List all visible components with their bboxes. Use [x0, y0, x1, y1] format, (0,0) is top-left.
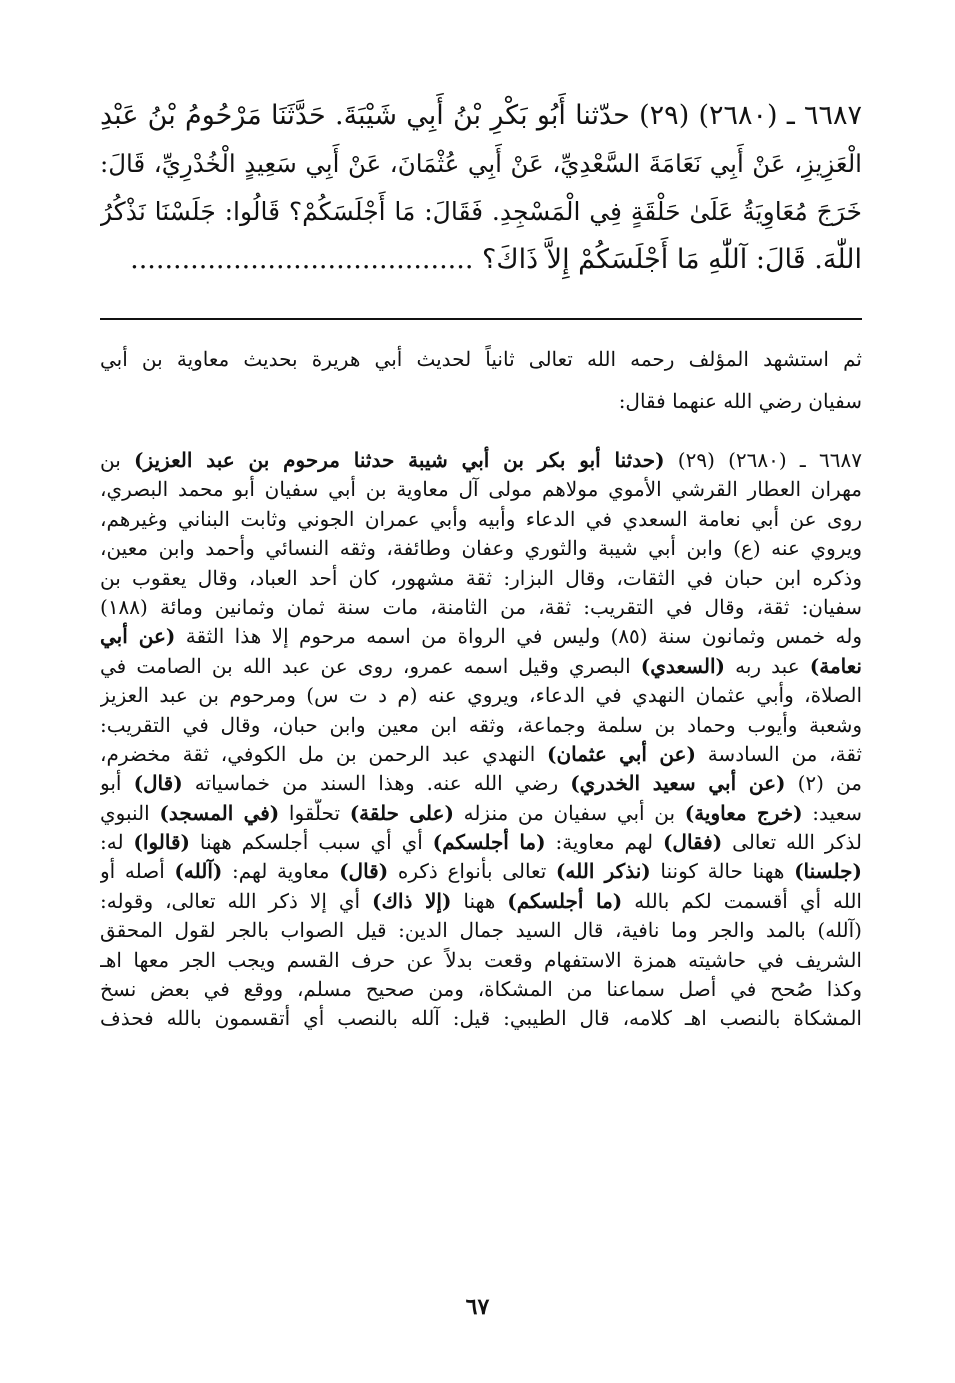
bold-phrase: (ما أجلسكم): [432, 830, 546, 855]
commentary-line: (آلله) بالمد والجر وما نافية، قال السيد جمال الدين: قيل الصواب بالجر لقول المحقق: [100, 918, 862, 943]
hadith-text: [100, 92, 862, 284]
bold-phrase: (نذكر الله): [555, 859, 651, 884]
commentary-line: ثقة، من السادسة (عن أبي عثمان) النهدي عبد الرحمن بن مل الكوفي، ثقة مخضرم،: [100, 741, 862, 766]
commentary-line: لذكر الله تعالى (فقال) لهم معاوية: (ما أجلسكم) أي أي سبب أجلسكم ههنا (قالوا) له:: [100, 830, 862, 855]
bold-phrase: (عن أبي: [100, 624, 176, 649]
bold-phrase: (ما أجلسكم): [507, 888, 623, 913]
commentary-line: وشعبة وأيوب وحماد بن سلمة وجماعة، وثقه ابن معين وابن حبان، وقال في التقريب:: [100, 712, 862, 737]
bold-phrase: (إلا ذاك): [372, 888, 452, 913]
commentary-line: ٦٦٨٧ ـ (٢٦٨٠) (٢٩) (حدثنا أبو بكر بن أبي شيبة حدثنا مرحوم بن عبد العزيز) بن: [100, 448, 862, 472]
commentary-line: وله خمس وثمانون سنة (٨٥) وليس في الرواة من اسمه مرحوم إلا هذا الثقة (عن أبي: [100, 624, 862, 649]
commentary-line: وكذا صُحح في أصل سماعنا من المشكاة، ومن صحيح مسلم، ووقع في بعض نسخ: [100, 977, 862, 1002]
commentary-line: من (٢) (عن أبي سعيد الخدري) رضي الله عنه. وهذا السند من خماسياته (قال) أبو: [100, 771, 862, 796]
bold-phrase: (عن أبي عثمان): [547, 741, 696, 766]
commentary-intro: [100, 338, 862, 422]
commentary-line: نعامة) عبد ربه (السعدي) البصري وقيل اسمه عمرو، روى عن عبد الله بن الصامت في: [100, 653, 862, 678]
commentary-line: مهران العطار القرشي الأموي مولاهم مولى آل معاوية بن أبي سفيان أبو محمد البصري،: [100, 477, 862, 502]
commentary-line: الشريف في حاشيته همزة الاستفهام وقعت بدلاً عن حرف القسم ويجب الجر معها اهـ: [100, 947, 862, 972]
commentary-line: الصلاة، وأبي عثمان النهدي في الدعاء، ويروي عنه (م د ت س) ومرحوم بن عبد العزيز: [100, 683, 862, 708]
commentary-line: الله أي أقسمت لكم بالله (ما أجلسكم) ههنا (إلا ذاك) أي إلا ذكر الله تعالى، وقوله:: [100, 888, 862, 913]
page-number: ٦٧: [465, 1294, 490, 1320]
bold-phrase: (السعدي): [640, 653, 725, 678]
hadith-line: ٦٦٨٧ ـ (٢٦٨٠) (٢٩) حدّثنا أَبُو بَكْرِ بْنُ أَبِي شَيْبَةَ. حَدَّثَنَا مَرْحُومُ بْنُ عَبْدِ: [100, 100, 862, 131]
commentary-line: المشكاة بالنصب اهـ كلامه، قال الطيبي: قيل: آلله بالنصب أي أتقسمون بالله فحذف: [100, 1006, 862, 1031]
commentary-body: [100, 446, 862, 1034]
bold-phrase: (في المسجد): [159, 800, 280, 825]
commentary-line: ويروي عنه (ع) وابن أبي شيبة والثوري وعفان وطائفة، وثقه النسائي وأحمد وابن معين،: [100, 536, 862, 561]
bold-phrase: (قالوا): [133, 830, 190, 855]
bold-phrase: (جلسنا): [794, 859, 862, 884]
bold-phrase: (خرج معاوية): [684, 800, 803, 825]
commentary-line: روى عن أبي نعامة السعدي في الدعاء وأبيه وأبي عمران الجوني وثابت البناني وغيرهم،: [100, 506, 862, 531]
bold-phrase: نعامة): [809, 653, 862, 678]
bold-phrase: (حدثنا أبو بكر بن أبي شيبة حدثنا مرحوم بن عبد العزيز): [134, 448, 665, 472]
commentary-line: سفيان رضي الله عنهما فقال:: [618, 389, 862, 413]
separator-rule: [100, 318, 862, 320]
commentary-line: ثم استشهد المؤلف رحمه الله تعالى ثانياً لحديث أبي هريرة بحديث معاوية بن أبي: [100, 347, 862, 371]
commentary-line: وذكره ابن حبان في الثقات، وقال البزار: ثقة مشهور، كان أحد العباد، وقال يعقوب بن: [100, 565, 862, 590]
bold-phrase: (عن أبي سعيد الخدري): [570, 771, 786, 796]
bold-phrase: (آلله): [174, 859, 223, 884]
bold-phrase: (فقال): [662, 830, 723, 855]
bold-phrase: (قال): [339, 859, 389, 884]
commentary-line: (جلسنا) ههنا حالة كوننا (نذكر الله) تعالى بأنواع ذكره (قال) معاوية لهم: (آلله) أصله أو: [100, 859, 862, 884]
commentary-line: سفيان: ثقة، وقال في التقريب: ثقة، من الثامنة، مات سنة ثمان وثمانين ومائة (١٨٨): [100, 594, 862, 619]
commentary-line: سعيد: (خرج معاوية) بن أبي سفيان من منزله (على حلقة) تحلّقوا (في المسجد) النبوي: [100, 800, 862, 825]
bold-phrase: (على حلقة): [349, 800, 454, 825]
hadith-line: الْعَزِيزِ، عَنْ أَبِي نَعَامَةَ السَّعْدِيِّ، عَنْ أَبِي عُثْمَانَ، عَنْ أَبِي سَعِيدٍ الْخُدْرِيِّ، قَالَ:: [100, 149, 862, 178]
hadith-line: خَرَجَ مُعَاوِيَةُ عَلَىٰ حَلْقَةٍ فِي الْمَسْجِدِ. فَقَالَ: مَا أَجْلَسَكُمْ؟ قَالُوا: جَلَسْنَا نَذْكُرُ: [100, 197, 862, 226]
bold-phrase: (قال): [133, 771, 183, 796]
hadith-line: اللّٰهَ. قَالَ: آللّٰهِ مَا أَجْلَسَكُمْ إِلاَّ ذَاكَ؟ ........................................: [130, 244, 862, 275]
